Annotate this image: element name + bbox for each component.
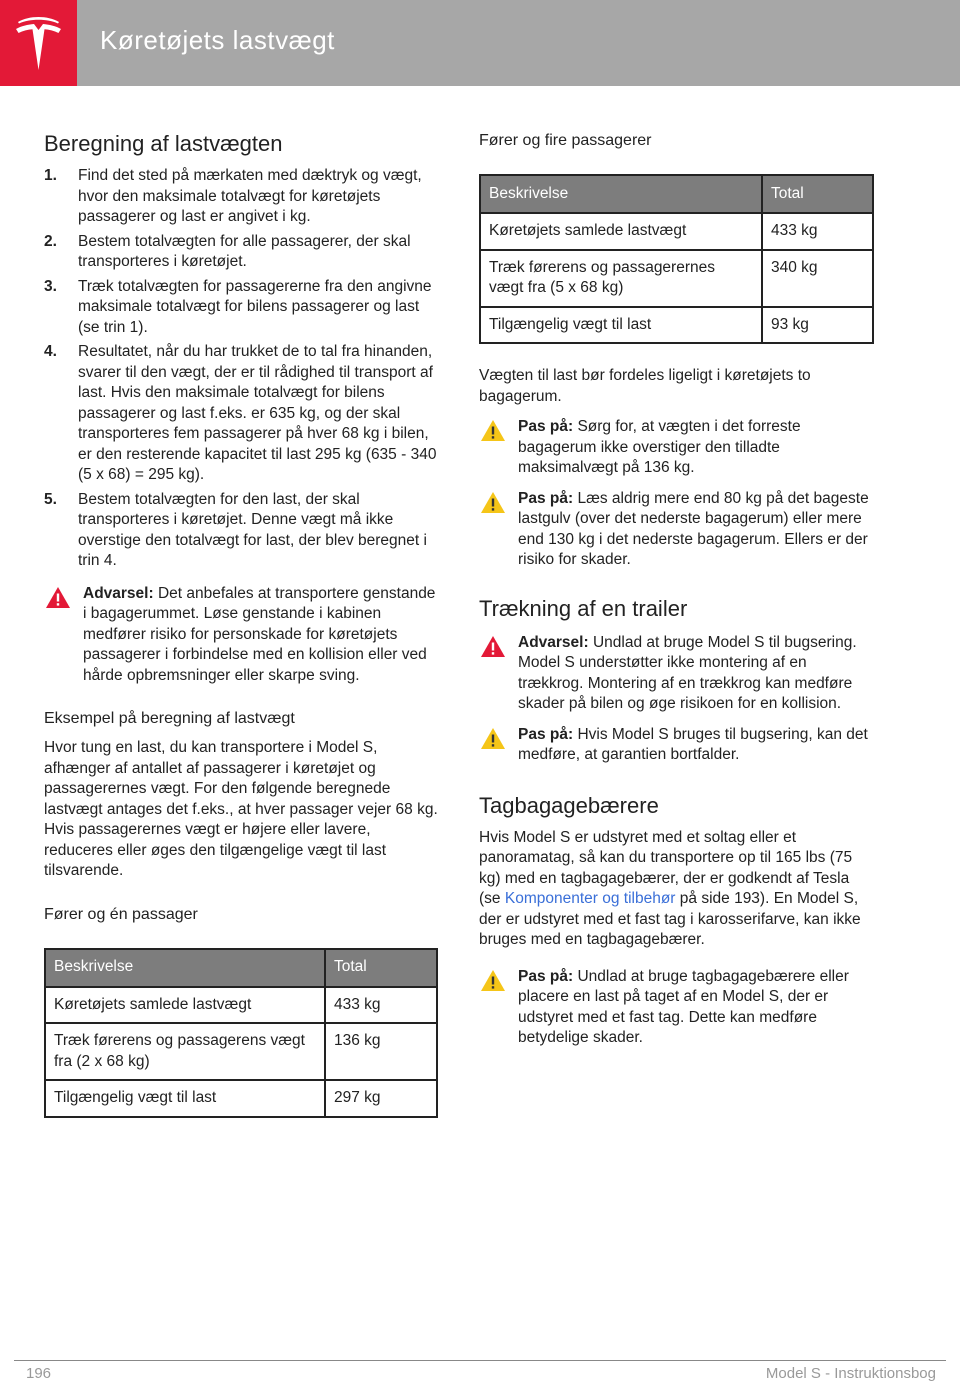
table-cell-total: 340 kg: [762, 250, 873, 307]
table-row: [480, 213, 873, 250]
section-heading-towing: Trækning af en trailer: [479, 595, 688, 621]
step-text: Resultatet, når du har trukket de to tal fra hinanden, svarer til den vægt, der er til rådighed til transport af last. Hvis den maksimale totalvægt for bilens passagerer og last f.eks. er 635 kg, og der skal transporteres fem passagerer på hver 68 kg i bilen, er den resterende kapacitet til last 295 kg (635 - 340 (5 x 68) = 295 kg).: [78, 343, 437, 483]
list-item: [44, 342, 438, 486]
table-cell-description: Træk førerens og passagerernes vægt fra (5 x 68 kg): [480, 250, 762, 307]
table-cell-total: 433 kg: [762, 213, 873, 250]
caution-icon: [480, 727, 506, 750]
components-link[interactable]: Komponenter og tilbehør: [504, 890, 676, 907]
caution-icon: [480, 969, 506, 992]
caution-notice: [479, 725, 874, 766]
caution-notice: [479, 967, 874, 1049]
list-item: [44, 277, 438, 339]
roof-paragraph: [479, 828, 874, 951]
distribution-paragraph: Vægten til last bør fordeles ligeligt i køretøjets to bagagerum.: [479, 367, 811, 405]
table-row: [480, 307, 873, 344]
warning-label: Advarsel:: [83, 584, 154, 602]
table-row: [45, 987, 437, 1024]
column-header-description: Beskrivelse: [480, 175, 762, 213]
table-row: [45, 1080, 437, 1117]
load-table-one-passenger: [44, 948, 438, 1118]
table-header-row: [45, 949, 437, 987]
table-cell-total: 297 kg: [325, 1080, 437, 1117]
caution-text: Læs aldrig mere end 80 kg på det bageste lastgulv (over det nederste bagagerum) eller mere end 130 kg i det nederste bagagerum. Ellers er der risiko for skader.: [518, 489, 869, 568]
page-title: Køretøjets lastvægt: [100, 25, 335, 55]
list-item: [44, 490, 438, 572]
table-cell-total: 433 kg: [325, 987, 437, 1024]
table-row: [45, 1023, 437, 1080]
left-column: [44, 130, 438, 1118]
warning-text: Undlad at bruge Model S til bugsering. Model S understøtter ikke montering af en trækkrog. Montering af en trækkrog kan medføre skader på bilen og øge risikoen for en kollision.: [518, 633, 857, 712]
table-cell-description: Køretøjets samlede lastvægt: [45, 987, 325, 1024]
caution-text: Sørg for, at vægten i det forreste bagagerum ikke overstiger den tilladte maksimalvægt på 136 kg.: [518, 418, 801, 476]
table-row: [480, 250, 873, 307]
caution-label: Pas på:: [518, 418, 574, 435]
tesla-logo-icon: [14, 16, 63, 71]
table-header-row: [480, 175, 873, 213]
example-paragraph: Hvor tung en last, du kan transportere i Model S, afhænger af antallet af passagerer i køretøjet og passagerernes vægt. For den følgende beregnede lastvægt antages det f.eks., at hver passager vejer 68 kg. Hvis passagerernes vægt er højere eller lavere, reduceres eller øges den tilgængelige vægt til last tilsvarende.: [44, 739, 438, 879]
table-cell-total: 136 kg: [325, 1023, 437, 1080]
step-text: Find det sted på mærkaten med dæktryk og vægt, hvor den maksimale totalvægt for køretøjets passagerer og last er angivet i kg.: [78, 167, 422, 225]
caution-notice: [479, 417, 874, 479]
warning-icon: [45, 586, 71, 609]
warning-notice: [479, 633, 874, 715]
right-column: [479, 130, 874, 1049]
column-header-total: Total: [762, 175, 873, 213]
step-text: Træk totalvægten for passagererne fra den angivne maksimale totalvægt for bilens passagerer og last (se trin 1).: [78, 277, 432, 336]
page-header: [0, 0, 960, 86]
table-heading-four-passengers: Fører og fire passagerer: [479, 132, 652, 149]
warning-icon: [480, 635, 506, 658]
manual-title: Model S - Instruktionsbog: [765, 1365, 936, 1382]
step-number: 3.: [44, 277, 57, 295]
section-heading-roof-racks: Tagbagagebærere: [479, 792, 659, 818]
caution-text: Hvis Model S bruges til bugsering, kan det medføre, at garantien bortfalder.: [518, 725, 868, 763]
column-header-total: Total: [325, 949, 437, 987]
column-header-description: Beskrivelse: [45, 949, 325, 987]
roof-text-end: på side 193). En Model S, der er udstyret med et fast tag i karosserifarve, kan ikke bruges med en tagbagagebærer.: [479, 890, 861, 948]
step-text: Bestem totalvægten for den last, der skal transporteres i køretøjet. Denne vægt må ikke overstige den totalvægt for last, der blev beregnet i trin 4.: [78, 490, 427, 569]
step-number: 4.: [44, 343, 57, 360]
caution-label: Pas på:: [518, 725, 574, 743]
section-heading-calculation: Beregning af lastvægten: [44, 131, 283, 156]
tesla-logo: [0, 0, 77, 86]
table-cell-total: 93 kg: [762, 307, 873, 344]
list-item: [44, 232, 438, 273]
step-number: 2.: [44, 232, 57, 250]
page-number: 196: [26, 1365, 52, 1382]
warning-text: Det anbefales at transportere genstande i bagagerummet. Løse genstande i kabinen medfører risiko for personskade for køretøjets passagerer i forbindelse med en kollision eller ved hårde opbremsninger eller skarpe sving.: [83, 584, 436, 684]
caution-icon: [480, 491, 506, 514]
table-cell-description: Tilgængelig vægt til last: [45, 1080, 325, 1117]
list-item: [44, 166, 438, 228]
caution-icon: [480, 419, 506, 442]
caution-label: Pas på:: [518, 967, 574, 985]
table-cell-description: Træk førerens og passagerens vægt fra (2 x 68 kg): [45, 1023, 325, 1080]
roof-text-start: Hvis Model S er udstyret med et soltag eller et panoramatag, så kan du transportere op til 165 lbs (75 kg) med en tagbagagebærer, der er godkendt af Tesla (se: [479, 828, 853, 907]
caution-text: Undlad at bruge tagbagagebærere eller placere en last på taget af en Model S, der er udstyret med et fast tag. Dette kan medføre betydelige skader.: [518, 967, 849, 1046]
table-cell-description: Køretøjets samlede lastvægt: [480, 213, 762, 250]
table-heading-one-passenger: Fører og én passager: [44, 905, 198, 923]
table-cell-description: Tilgængelig vægt til last: [480, 307, 762, 344]
caution-notice: [479, 489, 874, 571]
load-table-four-passengers: [479, 174, 874, 344]
step-number: 1.: [44, 167, 57, 184]
step-text: Bestem totalvægten for alle passagerer, der skal transporteres i køretøjet.: [78, 232, 411, 270]
warning-notice: [44, 584, 438, 687]
steps-list: [44, 166, 438, 572]
example-heading: Eksempel på beregning af lastvægt: [44, 710, 295, 727]
step-number: 5.: [44, 490, 57, 508]
warning-label: Advarsel:: [518, 633, 589, 651]
caution-label: Pas på:: [518, 489, 574, 507]
footer-divider: [14, 1360, 946, 1361]
